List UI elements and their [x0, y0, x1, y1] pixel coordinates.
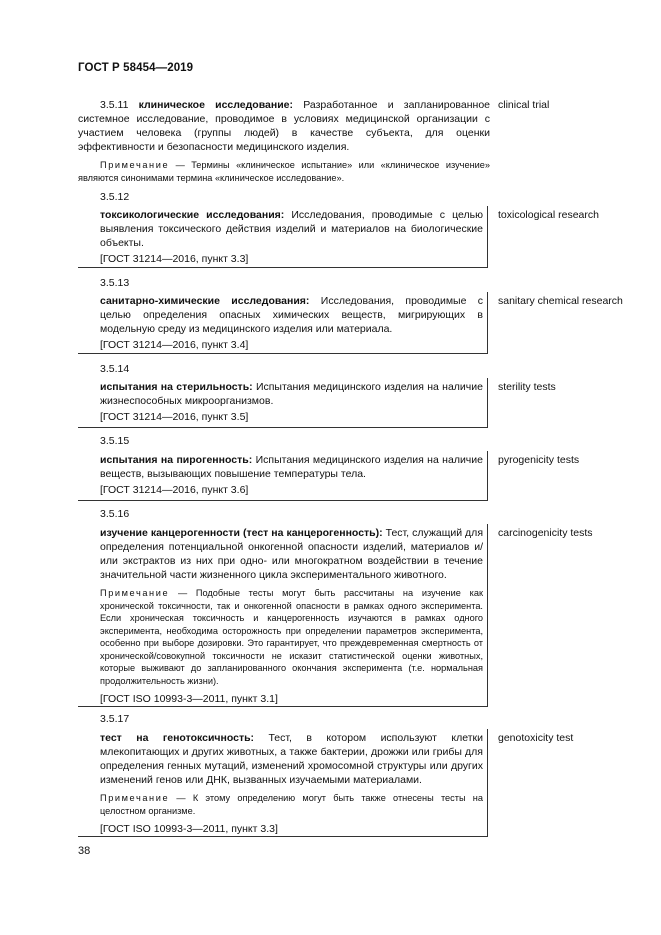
entry-3-5-12-box — [78, 206, 488, 268]
reference: [ГОСТ 31214—2016, пункт 3.3] — [100, 253, 249, 265]
note-label: Примечание — [100, 160, 170, 170]
note — [100, 587, 483, 687]
entry-3-5-11 — [78, 98, 490, 184]
entry-number: 3.5.15 — [100, 435, 130, 447]
reference: [ГОСТ ISO 10993-3—2011, пункт 3.3] — [100, 823, 278, 835]
definition-paragraph — [100, 524, 483, 582]
definition: Исследования, проводимые с целью выявления токсического действия изделий и материалов на биологические объекты. — [100, 209, 483, 249]
definition: Исследования, проводимые с целью определения опасных химических веществ, мигрирующих в модельную среду из медицинского изделия или материала. — [100, 295, 483, 335]
reference: [ГОСТ 31214—2016, пункт 3.6] — [100, 484, 249, 496]
entry-3-5-16-box — [78, 524, 488, 707]
note-label: Примечание — [100, 793, 170, 803]
english-term: sterility tests — [498, 381, 556, 393]
entry-number: 3.5.16 — [100, 508, 130, 520]
english-term: carcinogenicity tests — [498, 527, 593, 539]
definition: Испытания медицинского изделия на наличие веществ, вызывающих повышение температуры тела. — [100, 454, 483, 480]
definition: Испытания медицинского изделия на наличие жизнеспособных микроорганизмов. — [100, 381, 483, 407]
entry-number: 3.5.17 — [100, 713, 130, 725]
definition-paragraph — [100, 451, 483, 481]
entry-number: 3.5.12 — [100, 191, 130, 203]
term: токсикологические исследования: — [100, 209, 285, 221]
definition-paragraph — [100, 206, 483, 250]
term: испытания на стерильность: — [100, 381, 253, 393]
term: санитарно-химические исследования: — [100, 295, 310, 307]
term: тест на генотоксичность: — [100, 732, 255, 744]
reference: [ГОСТ 31214—2016, пункт 3.4] — [100, 339, 249, 351]
term: испытания на пирогенность: — [100, 454, 253, 466]
definition-paragraph — [78, 98, 490, 154]
definition: Тест, служащий для определения потенциальной онкогенной опасности изделий, материалов и/или экстрактов из них при одно- или многократном воздействии в течение значительной части жизненного цикла экспериментального животного. — [100, 527, 483, 581]
note-text: — Подобные тесты могут быть рассчитаны на изучение как хронической токсичности, так и онкогенной опасности в рамках одного эксперимента. Если хроническая токсичность и канцерогенность изучаются в рамках одного эксперимента, необходима осторожность при определении параметров эксперимента, особенно при выборе дозировки. Это гарантирует, что преждевременная смертность от хронической/совокупной токсичности не исказит статистической оценки животных, которые выживают до запланированного окончания эксперимента (т.е. нормальная продолжительность жизни). — [100, 588, 483, 686]
reference: [ГОСТ ISO 10993-3—2011, пункт 3.1] — [100, 693, 278, 705]
english-term: toxicological research — [498, 209, 599, 221]
note-text: — Термины «клиническое испытание» или «клиническое изучение» являются синонимами термина «клиническое исследование». — [78, 160, 490, 183]
entry-number: 3.5.13 — [100, 277, 130, 289]
english-term: genotoxicity test — [498, 732, 574, 744]
entry-number: 3.5.14 — [100, 363, 130, 375]
definition: Тест, в котором используют клетки млекопитающих и других животных, а также бактерии, дрожжи или грибы для определения генных мутаций, изменений хромосомной структуры или других изменений генов или ДНК, вызванных изучаемыми материалами. — [100, 732, 483, 786]
reference: [ГОСТ 31214—2016, пункт 3.5] — [100, 411, 249, 423]
definition-paragraph — [100, 292, 483, 336]
english-term: clinical trial — [498, 99, 550, 111]
entry-3-5-15-box — [78, 451, 488, 501]
entry-number: 3.5.11 — [100, 99, 129, 111]
entry-3-5-14-box — [78, 378, 488, 428]
document-header: ГОСТ Р 58454—2019 — [78, 62, 194, 74]
entry-3-5-13-box — [78, 292, 488, 354]
entry-3-5-17-box — [78, 729, 488, 837]
term: клиническое исследование: — [138, 99, 294, 111]
note — [100, 792, 483, 817]
definition-paragraph — [100, 378, 483, 408]
definition: Разработанное и запланированное системное исследование, проводимое в условиях медицинской организации с участием человека (группы людей) в качестве субъекта, для оценки эффективности и безопасности медицинского изделия. — [78, 99, 490, 153]
note-label: Примечание — [100, 588, 170, 598]
term: изучение канцерогенности (тест на канцерогенность): — [100, 527, 383, 539]
english-term: pyrogenicity tests — [498, 454, 580, 466]
note-text: — К этому определению могут быть также отнесены тесты на целостном организме. — [100, 793, 483, 816]
note — [78, 159, 490, 184]
definition-paragraph — [100, 729, 483, 787]
page-number: 38 — [78, 845, 91, 857]
english-term: sanitary chemical research — [498, 295, 623, 307]
